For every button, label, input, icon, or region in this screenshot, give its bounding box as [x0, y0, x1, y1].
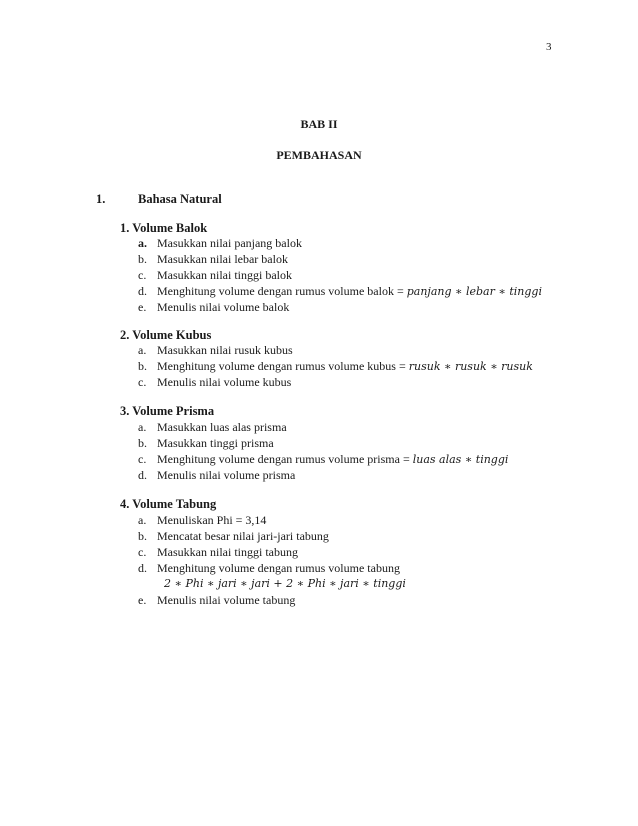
list-item-text: Masukkan nilai tinggi balok: [157, 268, 292, 282]
list-item-content: [157, 359, 533, 374]
list-item-text: Menghitung volume dengan rumus volume prisma =: [157, 452, 413, 466]
list-item-letter: b.: [138, 359, 147, 373]
subsection-title-tabung: 4. Volume Tabung: [120, 497, 217, 511]
list-item-letter: e.: [138, 300, 147, 314]
list-item-text: Masukkan nilai panjang balok: [157, 236, 302, 250]
list-item-text: Menulis nilai volume prisma: [157, 468, 296, 482]
list-item-text: Masukkan luas alas prisma: [157, 420, 287, 434]
list-item-text: Menuliskan Phi = 3,14: [157, 513, 267, 527]
list-item-text: Menghitung volume dengan rumus volume balok =: [157, 284, 407, 298]
list-item-text: Masukkan nilai lebar balok: [157, 252, 288, 266]
tabung-formula: 2 ∗ Phi ∗ jari ∗ jari + 2 ∗ Phi ∗ jari ∗ tinggi: [164, 577, 406, 590]
list-item-letter: b.: [138, 436, 147, 450]
list-item-content: [157, 284, 542, 299]
formula-text: rusuk ∗ rusuk ∗ rusuk: [408, 360, 533, 373]
chapter-title: BAB II: [300, 117, 338, 131]
list-item-letter: c.: [138, 545, 147, 559]
formula-text: panjang ∗ lebar ∗ tinggi: [406, 285, 542, 298]
list-item-letter: c.: [138, 452, 147, 466]
list-item-letter: d.: [138, 284, 147, 298]
section-title: Bahasa Natural: [138, 192, 222, 206]
list-item-letter: a.: [138, 236, 147, 250]
list-item-text: Masukkan nilai rusuk kubus: [157, 343, 293, 357]
list-item-text: Menulis nilai volume balok: [157, 300, 290, 314]
section-number: 1.: [96, 192, 106, 206]
formula-text: luas alas ∗ tinggi: [412, 453, 509, 466]
chapter-subtitle: PEMBAHASAN: [276, 148, 362, 162]
list-item-text: Menulis nilai volume tabung: [157, 593, 296, 607]
subsection-title-kubus: 2. Volume Kubus: [120, 328, 212, 342]
list-item-letter: e.: [138, 593, 147, 607]
list-item-letter: b.: [138, 252, 147, 266]
list-item-text: Menghitung volume dengan rumus volume tabung: [157, 561, 400, 575]
list-item-text: Masukkan tinggi prisma: [157, 436, 274, 450]
list-item-letter: a.: [138, 343, 147, 357]
list-item-text: Menghitung volume dengan rumus volume kubus =: [157, 359, 409, 373]
list-item-text: Menulis nilai volume kubus: [157, 375, 292, 389]
list-item-letter: c.: [138, 268, 147, 282]
list-item-content: [157, 452, 508, 467]
list-item-letter: a.: [138, 420, 147, 434]
list-item-letter: c.: [138, 375, 147, 389]
list-item-letter: d.: [138, 561, 147, 575]
list-item-letter: b.: [138, 529, 147, 543]
subsection-title-balok: 1. Volume Balok: [120, 221, 208, 235]
page-number: 3: [546, 41, 552, 53]
list-item-letter: d.: [138, 468, 147, 482]
list-item-letter: a.: [138, 513, 147, 527]
list-item-text: Masukkan nilai tinggi tabung: [157, 545, 298, 559]
list-item-text: Mencatat besar nilai jari-jari tabung: [157, 529, 329, 543]
subsection-title-prisma: 3. Volume Prisma: [120, 404, 215, 418]
